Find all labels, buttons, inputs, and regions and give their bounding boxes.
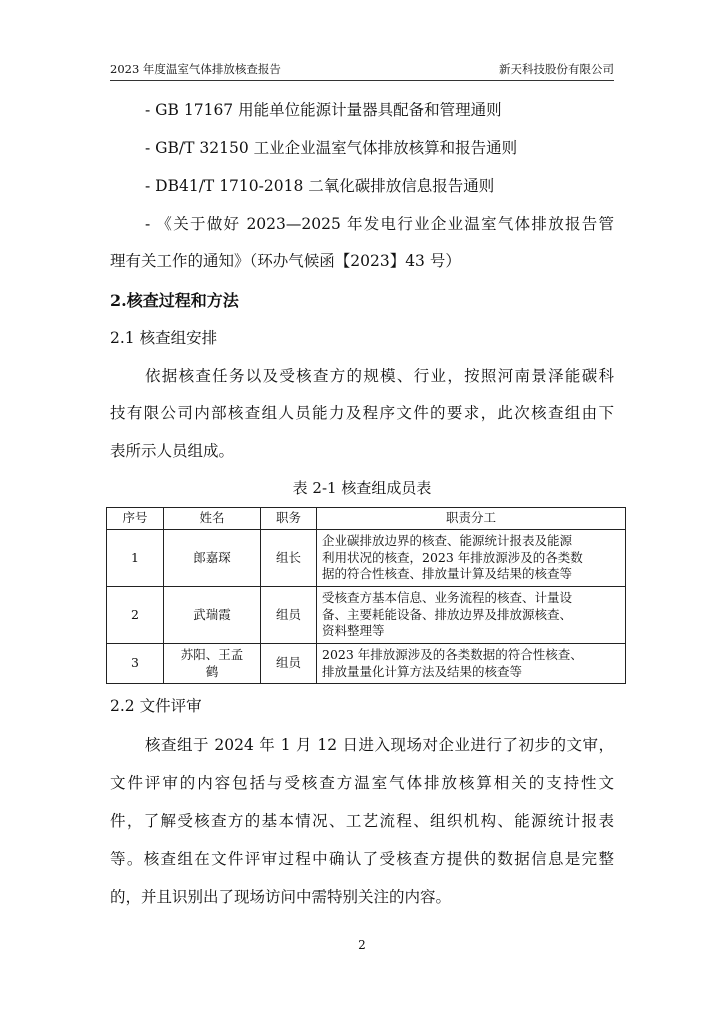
column-header: 序号 [107,508,164,530]
duty-line: 排放量量化计算方法及结果的核查等 [322,663,523,679]
reference-notice-line: 理有关工作的通知》（环办气候函【2023】43 号） [110,252,461,270]
team-members-table [106,507,626,684]
column-header: 姓名 [164,508,261,530]
name-line: 鹤 [205,663,219,679]
page-number: 2 [358,938,366,952]
cell-name: 郎嘉琛 [164,530,261,587]
subsection-heading: 2.2 文件评审 [110,697,202,715]
table-row [107,587,626,644]
paragraph-line: 依据核查任务以及受核查方的规模、行业，按照河南景泽能碳科 [145,367,614,385]
paragraph-line: 技有限公司内部核查组人员能力及程序文件的要求，此次核查组由下 [110,404,614,422]
cell-name [164,644,261,684]
name-line: 苏阳、王孟 [180,646,244,662]
reference-line: - GB/T 32150 工业企业温室气体排放核算和报告通则 [145,139,518,157]
cell-role: 组长 [261,530,317,587]
section-heading: 2.核查过程和方法 [110,291,239,310]
reference-line: - DB41/T 1710-2018 二氧化碳排放信息报告通则 [145,177,495,195]
header-report-title: 2023 年度温室气体排放核查报告 [110,62,281,76]
table-row [107,530,626,587]
table-caption: 表 2-1 核查组成员表 [292,479,432,497]
duty-line: 企业碳排放边界的核查、能源统计报表及能源 [322,532,573,548]
cell-number: 3 [107,644,164,684]
table-row [107,644,626,684]
paragraph-line: 件，了解受核查方的基本情况、工艺流程、组织机构、能源统计报表 [110,812,614,830]
paragraph-line: 文件评审的内容包括与受核查方温室气体排放核算相关的支持性文 [110,774,614,792]
cell-role: 组员 [261,644,317,684]
subsection-heading: 2.1 核查组安排 [110,329,218,347]
duty-line: 2023 年排放源涉及的各类数据的符合性核查、 [322,646,583,662]
duty-line: 受核查方基本信息、业务流程的核查、计量设 [322,589,573,605]
cell-duty [317,644,626,684]
cell-duty [317,587,626,644]
column-header: 职务 [261,508,317,530]
cell-name: 武瑞霞 [164,587,261,644]
reference-line: - GB 17167 用能单位能源计量器具配备和管理通则 [145,101,502,119]
cell-role: 组员 [261,587,317,644]
header-company-name: 新天科技股份有限公司 [499,62,614,76]
running-header [110,58,614,81]
column-header: 职责分工 [317,508,626,530]
paragraph-line: 核查组于 2024 年 1 月 12 日进入现场对企业进行了初步的文审， [145,736,614,754]
reference-notice-line: - 《关于做好 2023—2025 年发电行业企业温室气体排放报告管 [145,215,614,233]
paragraph-line: 等。核查组在文件评审过程中确认了受核查方提供的数据信息是完整 [110,850,614,868]
duty-line: 资料整理等 [322,623,385,639]
cell-number: 2 [107,587,164,644]
paragraph-line: 的，并且识别出了现场访问中需特别关注的内容。 [110,888,452,906]
table-header-row [107,508,626,530]
duty-line: 利用状况的核查，2023 年排放源涉及的各类数 [322,549,583,565]
cell-number: 1 [107,530,164,587]
paragraph-line: 表所示人员组成。 [110,442,235,460]
duty-line: 备、主要耗能设备、排放边界及排放源核查、 [322,606,573,622]
duty-line: 据的符合性核查、排放量计算及结果的核查等 [322,566,573,582]
cell-duty [317,530,626,587]
